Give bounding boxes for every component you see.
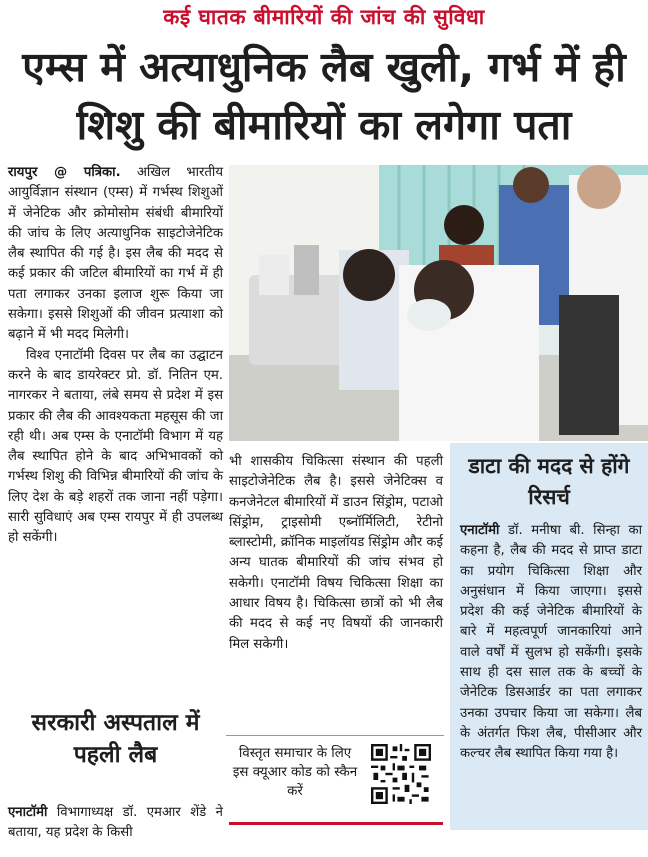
qr-promo: [229, 742, 443, 822]
dateline: रायपुर @ पत्रिका.: [8, 165, 121, 180]
lab-scene-illustration: [229, 165, 648, 441]
column-divider: [226, 735, 444, 736]
headline: एम्स में अत्याधुनिक लैब खुली, गर्भ में ही शिशु की बीमारियों का लगेगा पता: [22, 43, 626, 149]
sidebar-lead-word: एनाटॉमी: [460, 523, 500, 538]
sidebar-box: [450, 443, 648, 830]
subhead-first-lab: सरकारी अस्पताल में पहली लैब: [31, 710, 200, 768]
paragraph-4: भी शासकीय चिकित्सा संस्थान की पहली साइटोजेनेटिक लैब है। इससे जेनेटिक्स व कनजेनेटल बीमारियों में डाउन सिंड्रोम, पटाओ सिंड्रोम, ट्राइसोमी एब्नॉर्मिलिटी, रेटीनो ब्लास्टोमी, क्रॉनिक माइलॉयड सिंड्रोम और कई अन्य घातक बीमारियों की जांच संभव हो सकेगी। एनाटॉमी विषय चिकित्सा शिक्षा का आधार विषय है। चिकित्सा छात्रों को भी लैब की मदद से कई नए विषयों की जानकारी मिल सकेगी।: [229, 454, 443, 652]
paragraph-3-text: विभागाध्यक्ष डॉ. एमआर शेंडे ने बताया, यह प्रदेश के किसी: [8, 805, 223, 841]
paragraph-2: विश्व एनाटॉमी दिवस पर लैब का उद्घाटन करने के बाद डायरेक्टर प्रो. डॉ. नितिन एम. नागरकर ने बताया, लंबे समय से प्रदेश में इस प्रकार की लैब की आवश्यकता महसूस की जा रही थी। अब एम्स के एनाटॉमी विभाग में यह लैब स्थापित होने के बाद अभिभावकों को गर्भस्थ शिशु की विभिन्न बीमारियों की जांच के लिए देश के बड़े शहरों तक जाना नहीं पड़ेगा। सारी सुविधाएं अब एम्स रायपुर में ही उपलब्ध हो सकेंगी।: [8, 347, 223, 546]
intro-text: अखिल भारतीय आयुर्विज्ञान संस्थान (एम्स) में गर्भस्थ शिशुओं में जेनेटिक और क्रोमोसोम संबंधी बीमारियों की जांच के लिए अत्याधुनिक साइटोजेनेटिक लैब स्थापित की गई है। इस लैब की मदद से कई प्रकार की जटिल बीमारियों का गर्भ में ही पता लगाकर उनका इलाज शुरू किया जा सकेगा। इससे शिशुओं की जीवन प्रत्याशा को बढ़ाने में भी मदद मिलेगी।: [8, 165, 223, 343]
sidebar-paragraph: [460, 521, 642, 765]
qr-caption: विस्तृत समाचार के लिए इस क्यूआर कोड को स्कैन करें: [232, 746, 358, 799]
paragraph-3: [8, 803, 223, 844]
article-column-1-continued: [8, 790, 223, 857]
kicker: कई घातक बीमारियों की जांच की सुविधा: [163, 5, 485, 29]
news-photo: [229, 165, 648, 441]
sidebar-text: डॉ. मनीषा बी. सिन्हा का कहना है, लैब की मदद से प्राप्त डाटा का प्रयोग चिकित्सा शिक्षा और अनुसंधान में किया जाएगा। इससे प्रदेश की कई जेनेटिक बीमारियों के बारे में महत्वपूर्ण जानकारियां आने वाले वर्षों में सुलभ हो सकेंगी। इसके साथ ही दस साल तक के बच्चों के जेनेटिक डिसआर्डर का पता लगाकर उनका उपचार किया जा सकेगा। लैब के अंतर्गत फिश लैब, पीसीआर और कल्चर लैब स्थापित किया गया है।: [460, 523, 642, 762]
article-column-2: [229, 452, 443, 655]
intro-paragraph: [8, 163, 223, 346]
qr-code-icon[interactable]: [371, 744, 431, 804]
sidebar-body: [460, 521, 642, 765]
sidebar-title: डाटा की मदद से होंगे रिसर्च: [468, 454, 630, 509]
article-column-1: [8, 163, 223, 549]
lead-word: एनाटॉमी: [8, 805, 48, 821]
accent-bar: [229, 822, 443, 825]
